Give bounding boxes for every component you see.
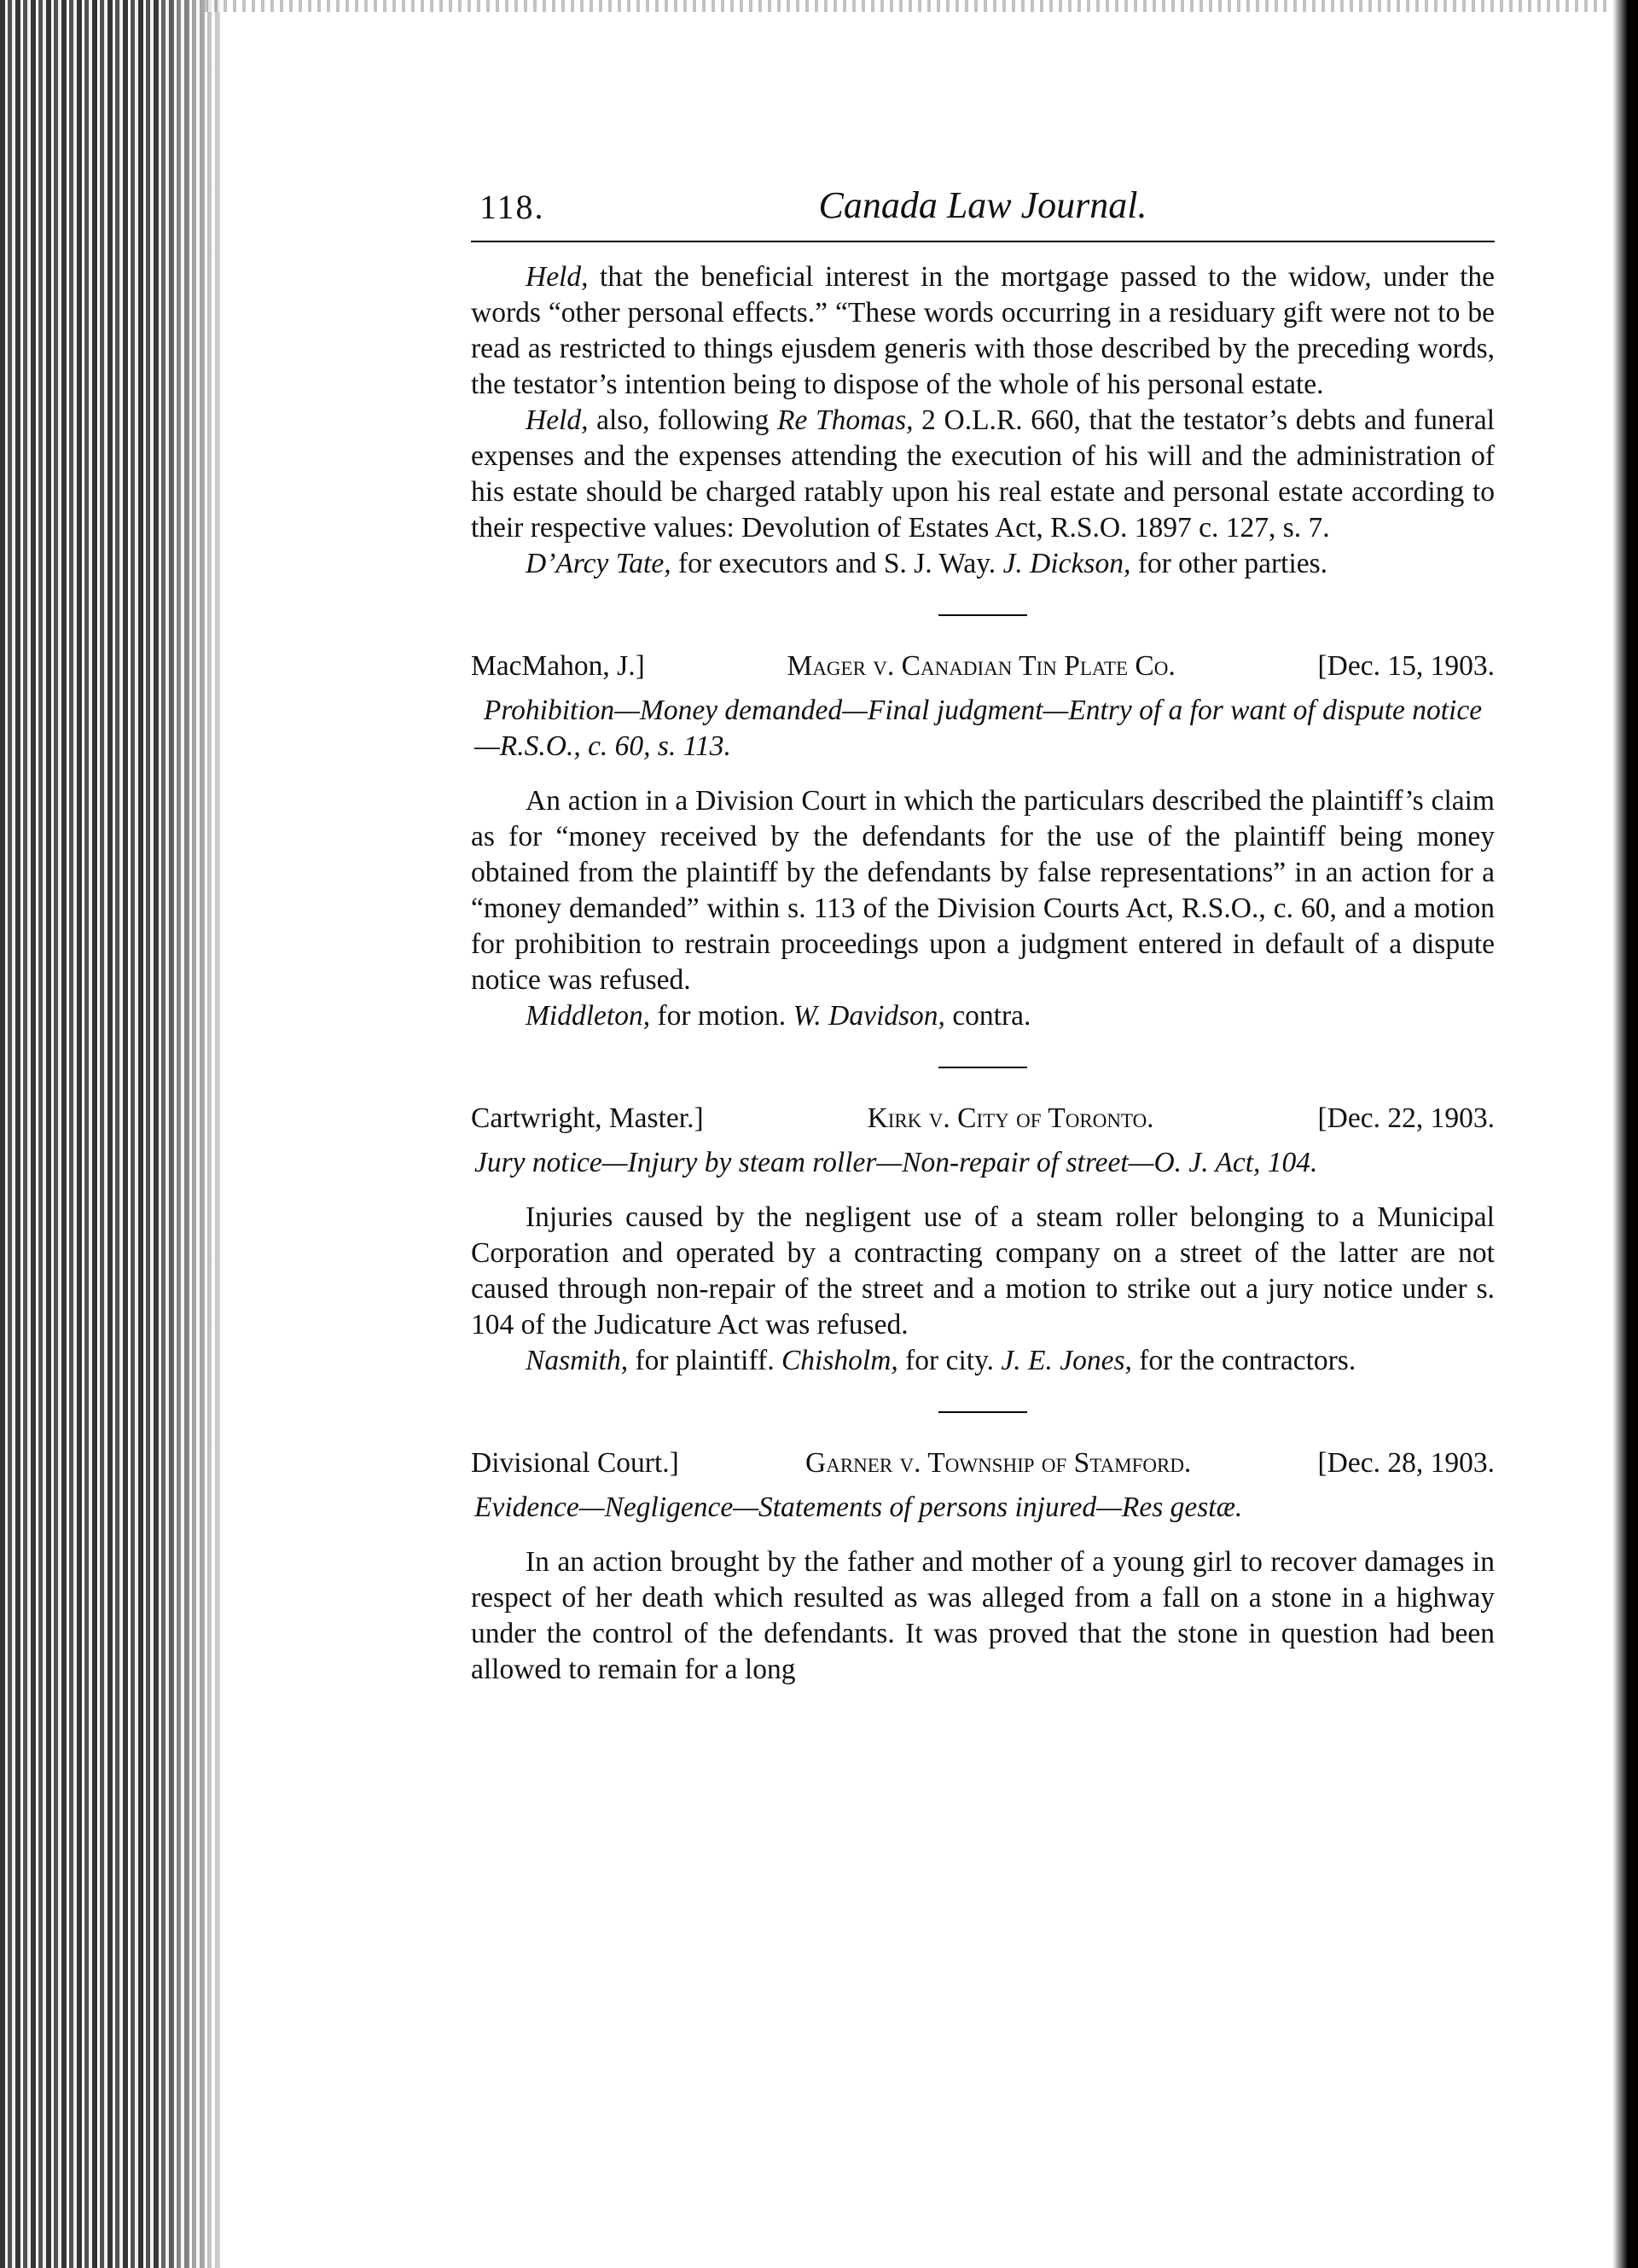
case-subject: Jury notice—Injury by steam roller—Non-repair of street—O. J. Act, 104. <box>474 1147 1318 1178</box>
case-body: In an action brought by the father and mother of a young girl to recover damages in respect of her death which resulted as was alleged from a fall on a stone in a highway under the control of the defendants. It was proved that the stone in question had been allowed to remain for a long <box>471 1546 1495 1685</box>
case-judge: Divisional Court.] <box>471 1447 679 1479</box>
counsel-role: for other parties. <box>1130 548 1328 579</box>
running-head <box>471 171 1495 242</box>
case-title: Garner v. Township of Stamford. <box>805 1447 1192 1479</box>
section-divider <box>938 1067 1027 1068</box>
case-judge: MacMahon, J.] <box>471 650 645 682</box>
held-text: that the beneficial interest in the mortgage passed to the widow, under the words “other personal effects.” “These words occurring in a residuary gift were not to be read as restricted to things ejusdem generis with those described by the preceding words, the testator’s intention being to dispose of the whole of his personal estate. <box>471 261 1495 400</box>
counsel-role: for executors and S. J. Way. <box>671 548 1003 579</box>
case-date: [Dec. 15, 1903. <box>1317 650 1495 682</box>
case-body: Injuries caused by the negligent use of a steam roller belonging to a Municipal Corporation and operated by a contracting company on a street of the latter are not caused through non-repair of the street and a motion to strike out a jury notice under s. 104 of the Judicature Act was refused. <box>471 1201 1495 1340</box>
counsel-role: for the contractors. <box>1131 1345 1356 1376</box>
case-title: Kirk v. City of Toronto. <box>867 1102 1154 1134</box>
counsel-line <box>471 998 1495 1034</box>
counsel-name: Nasmith, <box>526 1345 629 1376</box>
scan-top-edge <box>205 0 1621 12</box>
case-judge: Cartwright, Master.] <box>471 1102 704 1134</box>
scan-binding-fade <box>154 0 239 2268</box>
case-subject: Evidence—Negligence—Statements of persons injured—Res gestæ. <box>474 1492 1243 1523</box>
held-label: Held, <box>526 261 589 293</box>
counsel-name: W. Davidson, <box>793 1000 945 1032</box>
held-paragraph-2 <box>471 403 1495 546</box>
page-number: 118. <box>479 188 545 226</box>
counsel-name: Chisholm, <box>781 1345 898 1376</box>
case-subject: Prohibition—Money demanded—Final judgment—Entry of a for want of dispute notice—R.S.O., c. 60, s. 113. <box>474 695 1483 762</box>
case-heading <box>471 648 1495 684</box>
journal-title: Canada Law Journal. <box>818 184 1147 226</box>
counsel-role: for plaintiff. <box>628 1345 781 1376</box>
scan-right-edge <box>1612 0 1638 2268</box>
case-title: Mager v. Canadian Tin Plate Co. <box>787 650 1176 682</box>
held-text: also, following <box>588 404 778 436</box>
counsel-name: J. E. Jones, <box>1001 1345 1132 1376</box>
journal-page <box>471 171 1495 1688</box>
case-date: [Dec. 22, 1903. <box>1317 1102 1495 1134</box>
case-date: [Dec. 28, 1903. <box>1317 1447 1495 1479</box>
case-body: An action in a Division Court in which the particulars described the plaintiff’s claim as for “money received by the defendants for the use of the plaintiff being money obtained from the plaintiff by the defendants by false representations” in an action for a “money demanded” within s. 113 of the Division Courts Act, R.S.O., c. 60, and a motion for prohibition to restrain proceedings upon a judgment entered in default of a dispute notice was refused. <box>471 785 1495 996</box>
counsel-role: for city. <box>897 1345 1002 1376</box>
counsel-role: contra. <box>944 1000 1031 1032</box>
case-heading <box>471 1101 1495 1137</box>
counsel-role: for motion. <box>650 1000 793 1032</box>
section-divider <box>938 1411 1027 1413</box>
held-label: Held, <box>526 404 589 436</box>
counsel-name: Middleton, <box>526 1000 651 1032</box>
counsel-name: D’Arcy Tate, <box>526 548 671 579</box>
counsel-name: J. Dickson, <box>1002 548 1131 579</box>
held-text: 2 O.L.R. 660, that the testator’s debts and funeral expenses and the expenses attending the execution of his will and the administration of his estate should be charged ratably upon his real estate and personal estate according to their respective values: Devolution of Estates Act, R.S.O. 1897 c. 127, s. 7. <box>471 404 1496 544</box>
case-heading <box>471 1445 1495 1481</box>
counsel-line <box>471 1343 1495 1379</box>
case-citation: Re Thomas, <box>777 404 914 436</box>
counsel-line <box>471 546 1495 582</box>
section-divider <box>938 614 1027 616</box>
held-paragraph-1 <box>471 259 1495 403</box>
